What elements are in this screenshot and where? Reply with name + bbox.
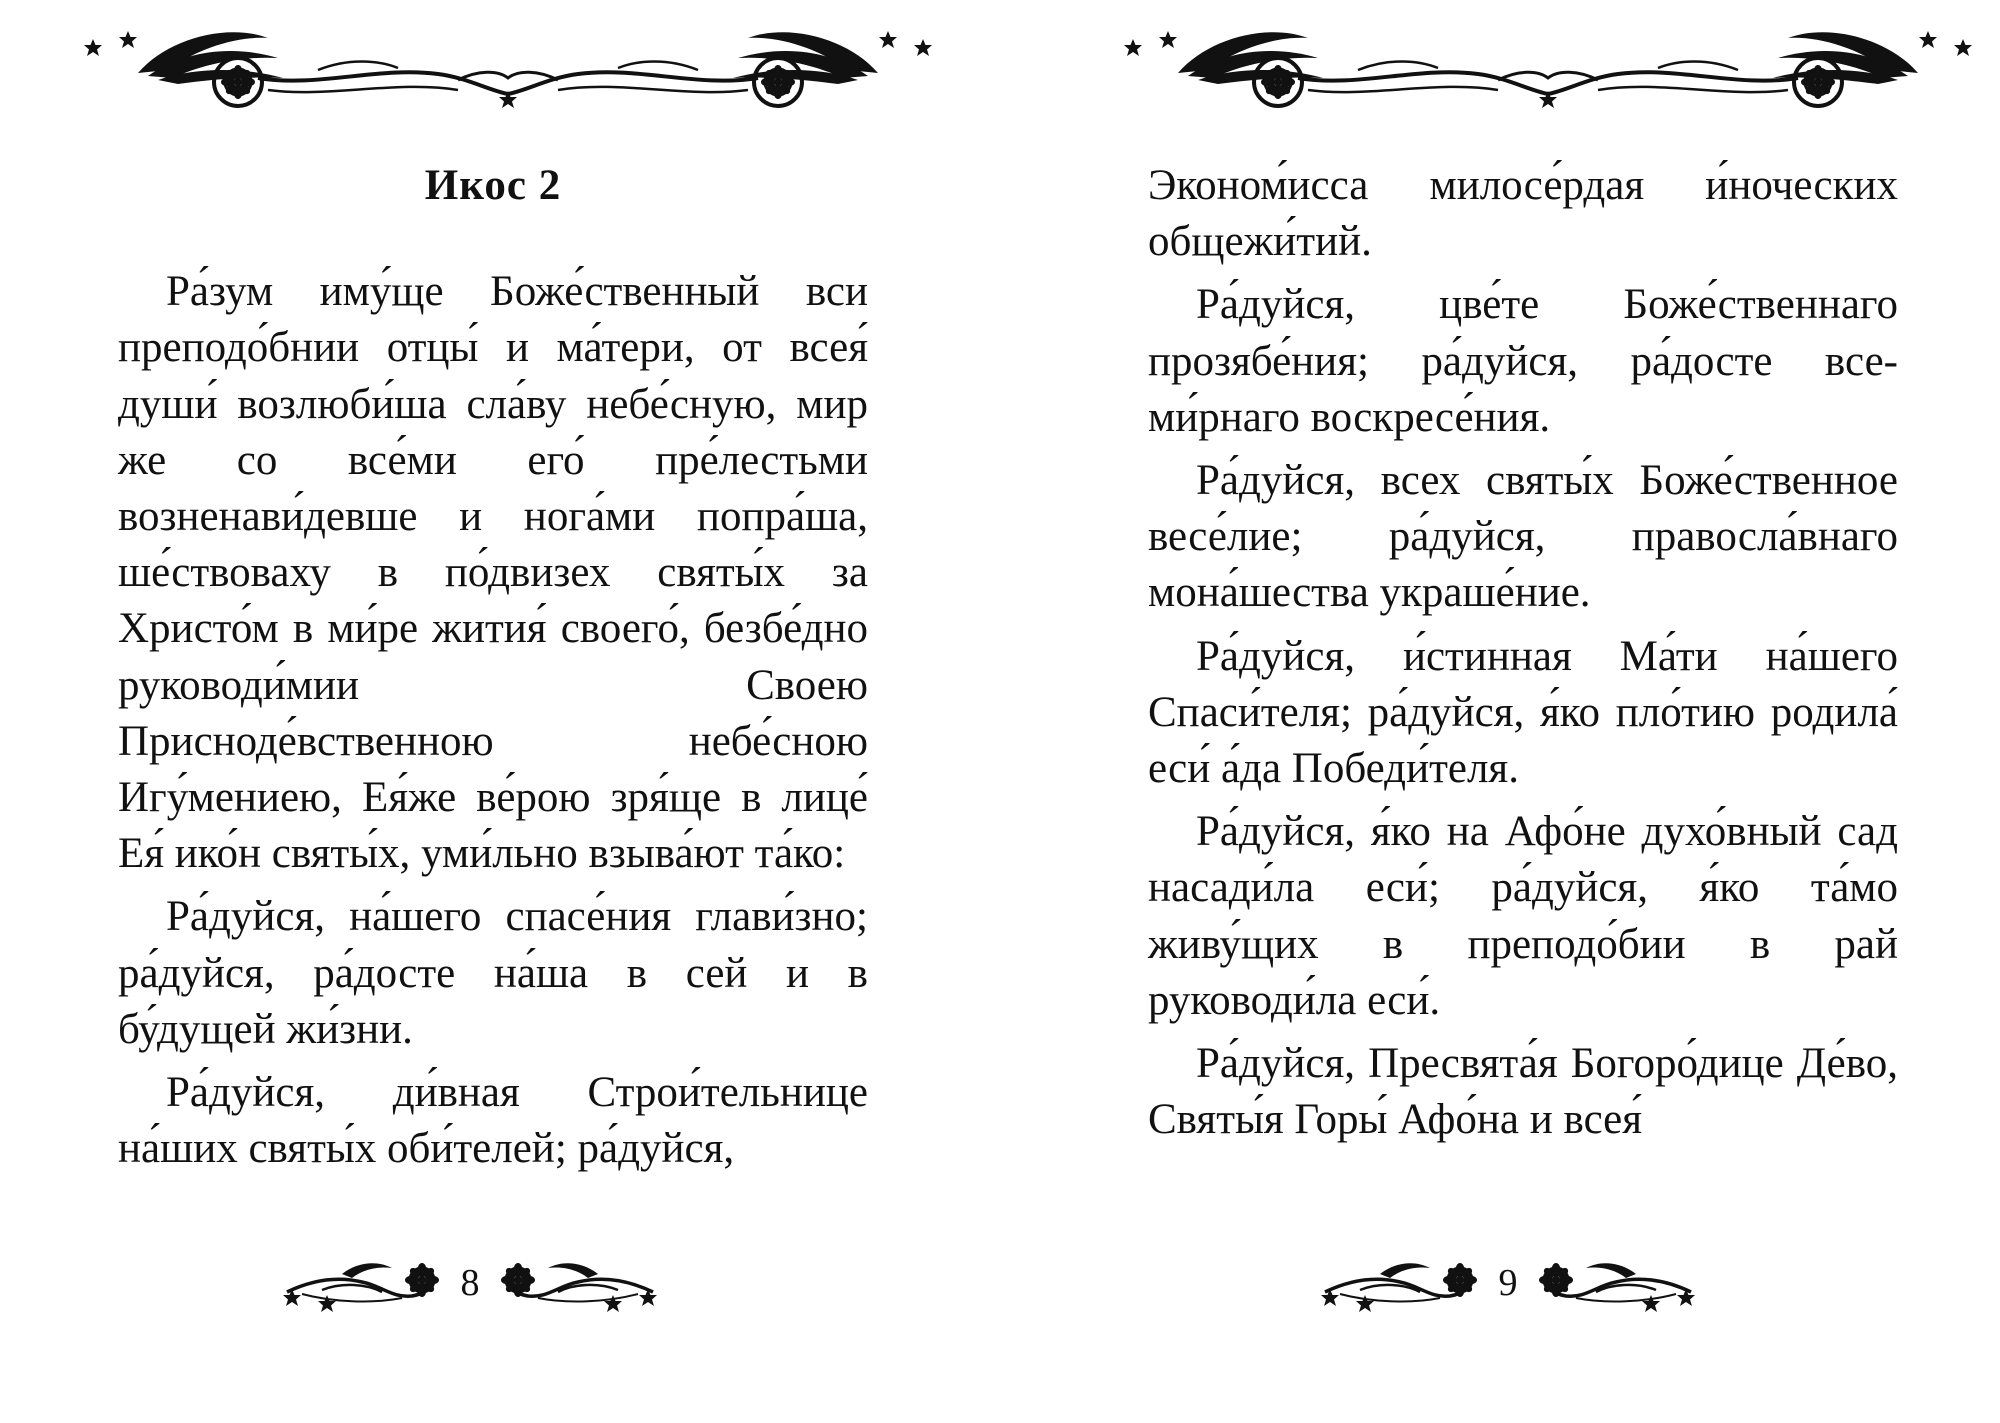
right-page [1000,0,2000,1423]
floral-scroll-icon [1534,1252,1696,1314]
paragraph: Ра́дуйся, Пресвята́я Богоро́дице Де́во, Святы́я Горы́ Афо́на и всея́ [1148,1040,1898,1144]
right-text-block [1148,158,1898,1155]
paragraph: Ра́дуйся, цве́те Боже́ственнаго прозябе́ния; ра́дуйся, ра́досте всеми́рнаго воскресе́ния. [1148,281,1898,441]
paragraph: Эконом́исса милосе́рдая и́ноческих общежи́тий. [1148,162,1898,266]
page-footer [1320,1248,1696,1318]
floral-scroll-icon [282,1252,444,1314]
page-number: 9 [1498,1262,1518,1304]
page-number: 8 [460,1262,480,1304]
page-heading: Икос 2 [424,162,562,209]
paragraph: Ра́дуйся, я́ко на Афо́не духо́вный сад насади́ла еси́; ра́дуйся, я́ко та́мо живу́щих в преподо́бии в рай руководи́ла еси́. [1148,808,1898,1024]
floral-vignette-icon [1118,18,1978,118]
floral-scroll-icon [1320,1252,1482,1314]
paragraph: Ра́дуйся, всех святы́х Боже́ственное весе́лие; ра́дуйся, правосла́внаго мона́шества украше́ние. [1148,457,1898,617]
left-text-block [118,158,868,1184]
floral-scroll-icon [496,1252,658,1314]
floral-vignette-icon [78,18,938,118]
paragraph: Ра́дуйся, и́стинная Ма́ти на́шего Спаси́теля; ра́дуйся, я́ко пло́тию родила́ еси́ а́да Победи́теля. [1148,632,1898,793]
page-footer [282,1248,658,1318]
paragraph: Ра́дуйся, ди́вная Строи́тельнице на́ших святы́х оби́телей; ра́дуйся, [118,1069,868,1173]
paragraph: Ра́дуйся, на́шего спасе́ния глави́зно; ра́дуйся, ра́досте на́ша в сей и в бу́дущей жи́зни. [118,893,868,1053]
paragraph: Ра́зум иму́ще Боже́ственный вси преподо́бнии отцы́ и ма́тери, от всея́ души́ возлюби́ша сла́ву небе́сную, мир же со все́ми его́ пре́лестьми возненави́девше и нога́ми попра́ша, ше́ствоваху в по́двизех святы́х за Христо́м в ми́ре жития́ своего́, безбе́дно руководи́мии Своею Присноде́вственною небе́сною Игу́мениею, Ея́же ве́рою зря́ще в лице́ Ея́ ико́н святы́х, уми́льно взыва́ют та́ко: [118,268,868,878]
